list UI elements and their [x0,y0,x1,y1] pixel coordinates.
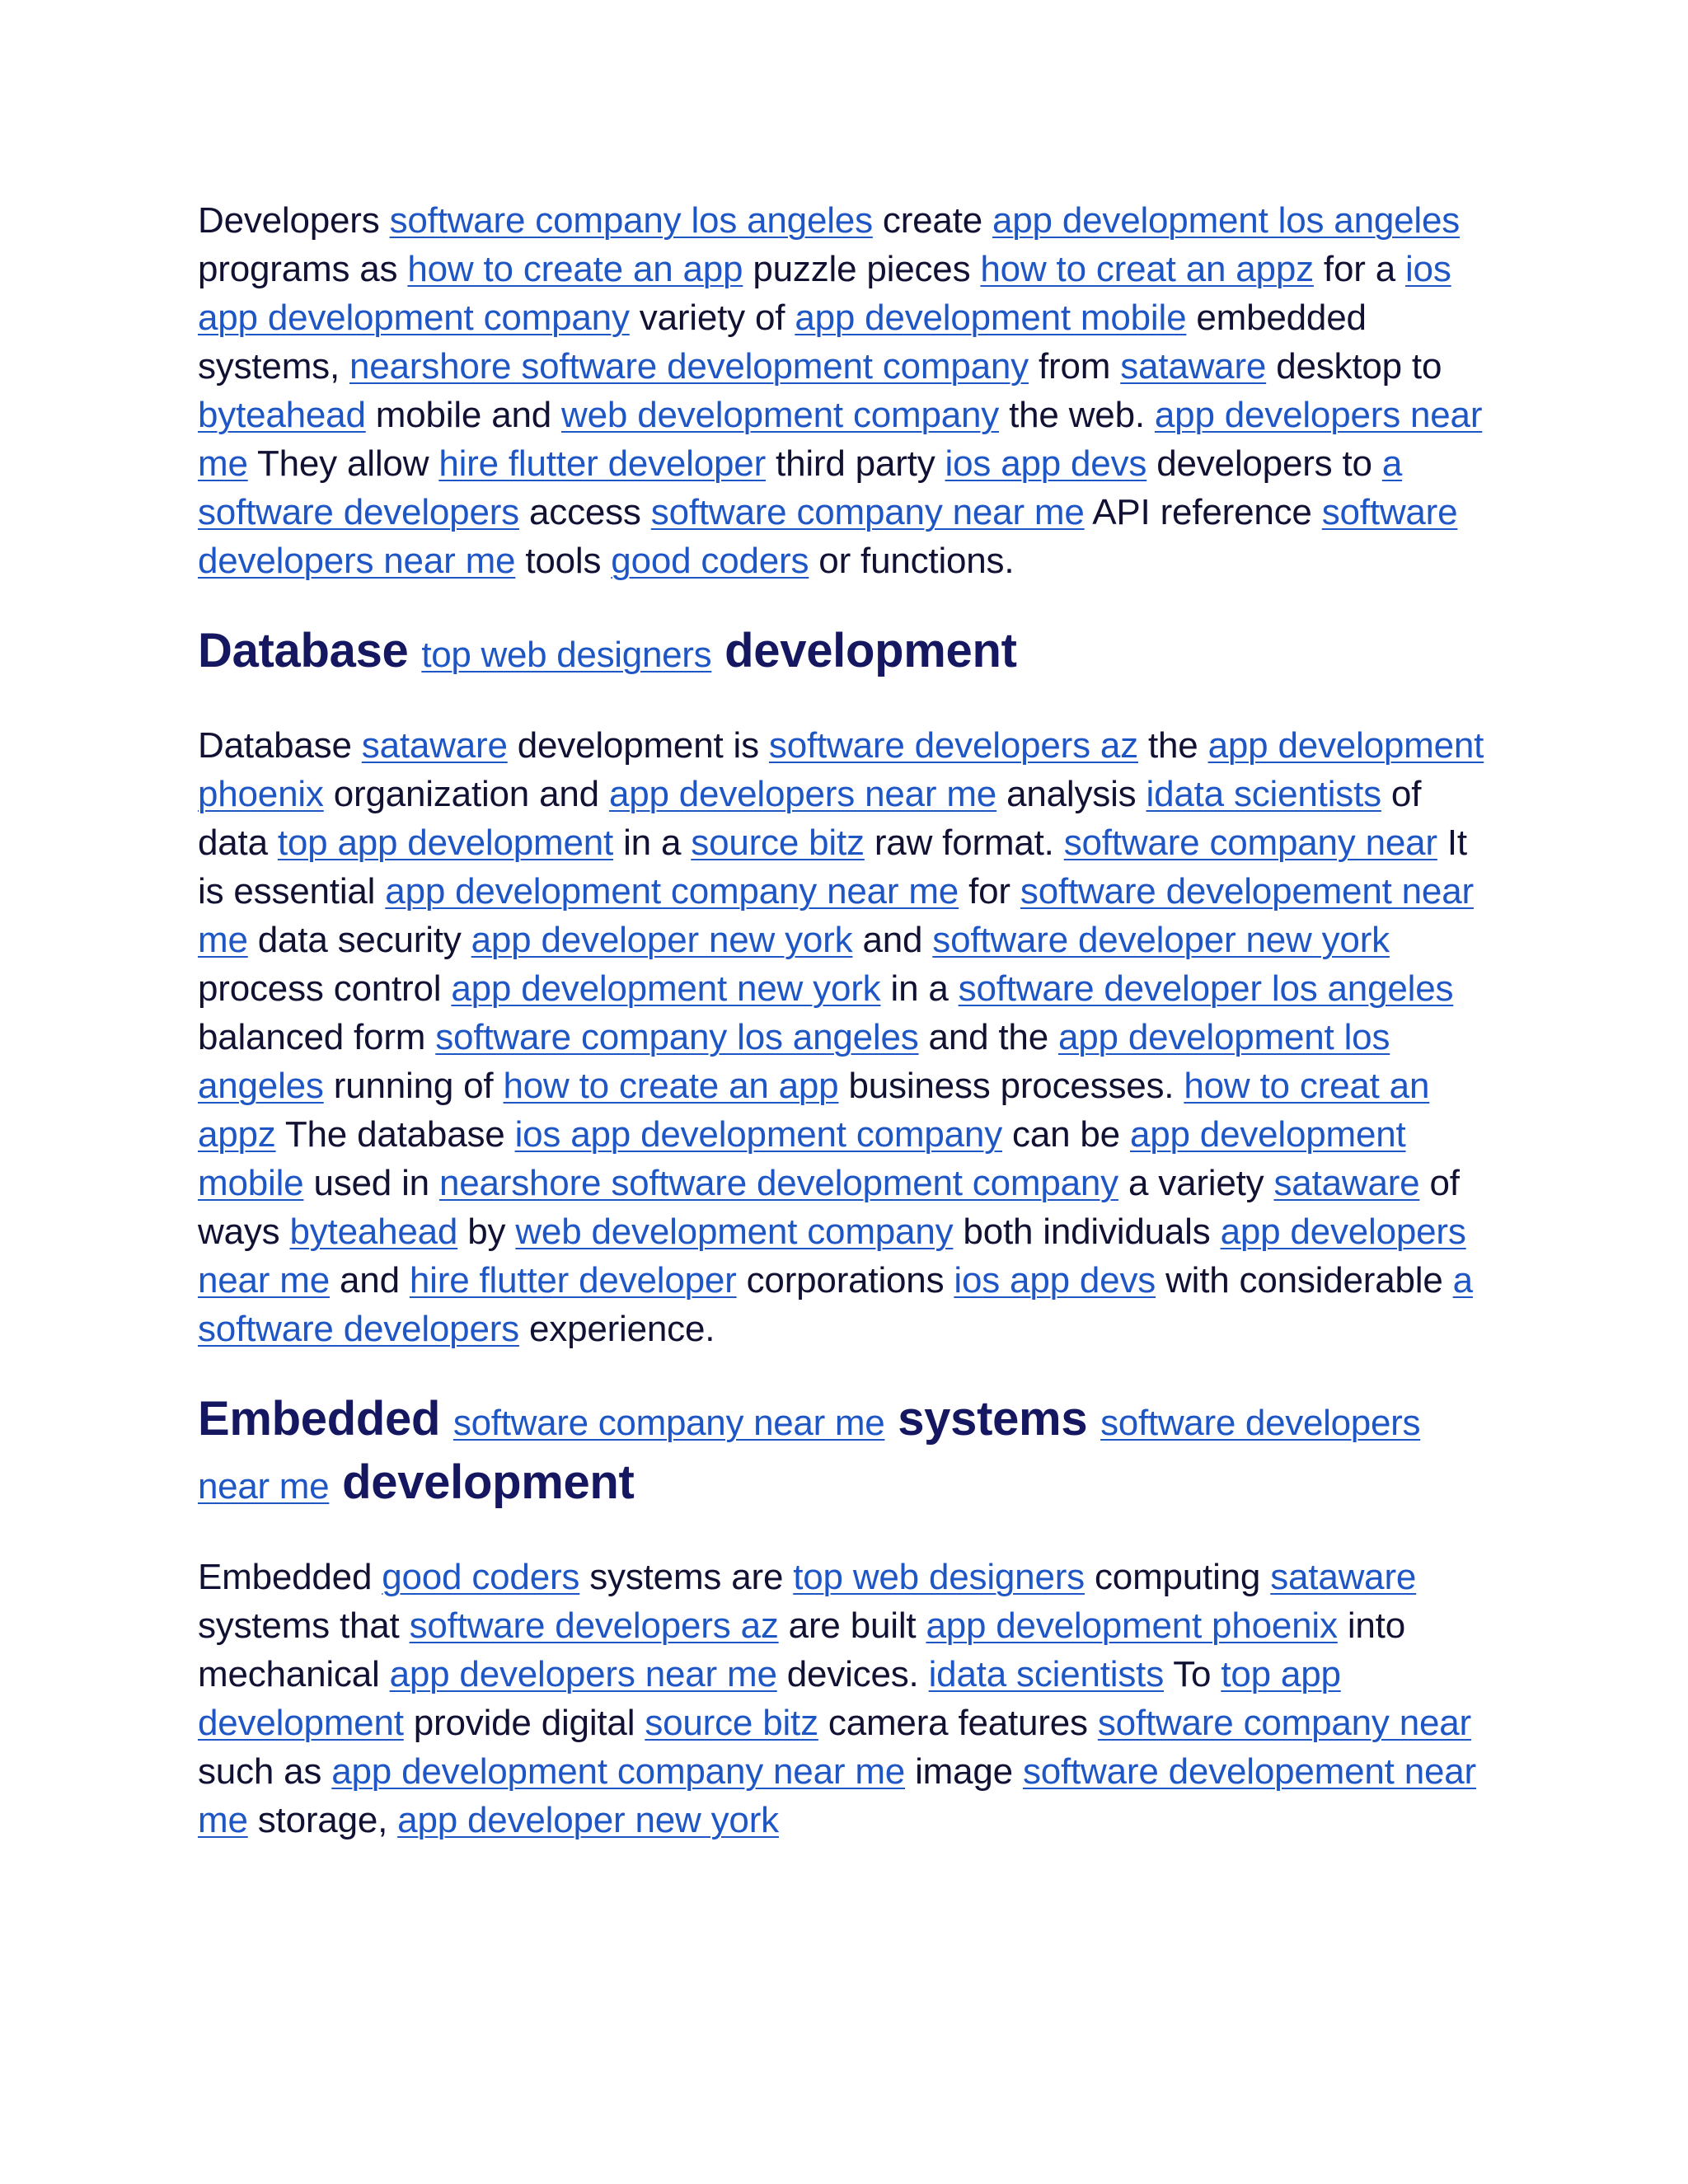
body-text: third party [766,443,945,484]
body-text: API reference [1084,492,1322,532]
inline-link[interactable]: app developers near me [389,1654,777,1694]
inline-link[interactable]: software developers near me [198,492,1458,581]
body-text: running of [323,1066,504,1106]
inline-link[interactable]: how to creat an appz [980,249,1314,289]
body-text: Embedded [198,1557,382,1597]
inline-link[interactable]: sataware [1270,1557,1417,1597]
inline-link[interactable]: byteahead [198,395,366,435]
body-text: business processes. [838,1066,1184,1106]
inline-link[interactable]: app development phoenix [198,725,1484,814]
inline-link[interactable]: a software developers [198,443,1403,532]
inline-link[interactable]: nearshore software development company [438,1163,1118,1203]
inline-link[interactable]: app development company near me [385,871,959,912]
body-text: systems that [198,1605,410,1646]
body-text: development is [507,725,769,766]
body-text: in a [880,968,959,1009]
inline-link[interactable]: app development los angeles [992,200,1461,241]
inline-link[interactable]: a software developers [198,1260,1473,1349]
inline-link[interactable]: software developers az [768,725,1138,766]
inline-link[interactable]: software developers az [409,1605,779,1646]
inline-link[interactable]: software developers near me [198,1403,1421,1507]
body-text: It is essential [198,823,1467,912]
body-text: or functions. [809,541,1015,581]
inline-link[interactable]: ios app development company [514,1114,1002,1155]
inline-link[interactable]: byteahead [289,1212,458,1252]
heading-text: Database [198,624,422,677]
heading-text: development [711,624,1017,677]
inline-link[interactable]: top web designers [793,1557,1085,1597]
inline-link[interactable]: ios app devs [945,443,1147,484]
body-text: into mechanical [198,1605,1405,1694]
body-text: puzzle pieces [743,249,981,289]
inline-link[interactable]: sataware [1120,346,1267,387]
body-text: for a [1313,249,1405,289]
body-text: from [1028,346,1121,387]
inline-link[interactable]: source bitz [691,823,865,863]
body-text: both individuals [953,1212,1221,1252]
body-text: The database [275,1114,515,1155]
body-text: for [959,871,1020,912]
heading-text: Embedded [198,1392,453,1446]
body-text: create [872,200,993,241]
body-text: systems are [579,1557,794,1597]
inline-link[interactable]: top web designers [421,635,712,675]
inline-link[interactable]: good coders [611,541,809,581]
body-text: used in [303,1163,439,1203]
inline-link[interactable]: software company near me [650,492,1085,532]
inline-link[interactable]: web development company [561,395,1000,435]
paragraph-database-development [198,721,1500,1353]
inline-link[interactable]: how to creat an appz [198,1066,1430,1155]
body-text: by [457,1212,516,1252]
body-text: raw format. [864,823,1064,863]
inline-link[interactable]: ios app development company [198,249,1451,338]
body-text: mobile and [365,395,562,435]
inline-link[interactable]: good coders [382,1557,580,1597]
inline-link[interactable]: app developers near me [608,774,997,814]
inline-link[interactable]: app development mobile [198,1114,1406,1203]
document-page [198,196,1500,1844]
body-text: data security [247,920,471,960]
inline-link[interactable]: idata scientists [928,1654,1164,1694]
body-text: Developers [198,200,390,241]
body-text: provide digital [403,1703,645,1743]
inline-link[interactable]: software developer new york [932,920,1390,960]
heading-embedded-systems-development [198,1390,1500,1516]
body-text: variety of [629,298,795,338]
body-text: organization and [323,774,609,814]
inline-link[interactable]: top app development [277,823,614,863]
inline-link[interactable]: source bitz [645,1703,818,1743]
body-text: devices. [776,1654,929,1694]
heading-database-development [198,621,1500,685]
body-text: They allow [247,443,439,484]
body-text: access [518,492,651,532]
inline-link[interactable]: software developer los angeles [958,968,1454,1009]
inline-link[interactable]: top app development [198,1654,1341,1743]
body-text: tools [515,541,612,581]
inline-link[interactable]: software company near [1063,823,1437,863]
body-text: the [1137,725,1208,766]
inline-link[interactable]: software developement near me [198,1751,1476,1840]
body-text: desktop to [1266,346,1442,387]
inline-link[interactable]: app developers near me [198,395,1483,484]
inline-link[interactable]: sataware [361,725,508,766]
inline-link[interactable]: app developers near me [198,1212,1466,1301]
body-text: the web. [999,395,1155,435]
heading-text: systems [884,1392,1101,1446]
inline-link[interactable]: software company near me [452,1403,885,1443]
body-text: embedded systems, [198,298,1367,387]
body-text: balanced form [198,1017,436,1057]
inline-link[interactable]: sataware [1273,1163,1420,1203]
body-text: and [852,920,933,960]
body-text: computing [1084,1557,1271,1597]
body-text: of ways [198,1163,1460,1252]
inline-link[interactable]: app developer new york [397,1800,779,1840]
body-text: To [1164,1654,1221,1694]
body-text: of data [198,774,1422,863]
body-text: a variety [1118,1163,1274,1203]
inline-link[interactable]: ios app devs [954,1260,1156,1301]
body-text: such as [198,1751,332,1792]
inline-link[interactable]: app development los angeles [198,1017,1390,1106]
inline-link[interactable]: app development company near me [331,1751,906,1792]
inline-link[interactable]: software company near [1097,1703,1471,1743]
paragraph-intro [198,196,1500,585]
inline-link[interactable]: app development phoenix [926,1605,1338,1646]
body-text: analysis [996,774,1146,814]
inline-link[interactable]: idata scientists [1146,774,1381,814]
inline-link[interactable]: hire flutter developer [438,443,767,484]
paragraph-embedded-systems [198,1553,1500,1844]
body-text: experience. [518,1309,715,1349]
body-text: are built [778,1605,926,1646]
inline-link[interactable]: software developement near me [198,871,1474,960]
body-text: programs as [198,249,408,289]
inline-link[interactable]: nearshore software development company [349,346,1029,387]
body-text: corporations [736,1260,954,1301]
inline-link[interactable]: app development new york [451,968,881,1009]
body-text: image [905,1751,1023,1792]
inline-link[interactable]: software company los angeles [389,200,873,241]
body-text: process control [198,968,452,1009]
inline-link[interactable]: hire flutter developer [409,1260,737,1301]
body-text: and [330,1260,410,1301]
inline-link[interactable]: how to create an app [407,249,743,289]
body-text: storage, [247,1800,398,1840]
inline-link[interactable]: how to create an app [503,1066,839,1106]
body-text: with considerable [1156,1260,1453,1301]
body-text: Database [198,725,362,766]
heading-text: development [329,1455,635,1509]
inline-link[interactable]: app development mobile [795,298,1187,338]
inline-link[interactable]: software company los angeles [435,1017,919,1057]
body-text: can be [1002,1114,1130,1155]
body-text: and the [918,1017,1058,1057]
body-text: camera features [818,1703,1098,1743]
body-text: in a [613,823,692,863]
inline-link[interactable]: app developer new york [471,920,853,960]
inline-link[interactable]: web development company [515,1212,954,1252]
body-text: developers to [1146,443,1382,484]
